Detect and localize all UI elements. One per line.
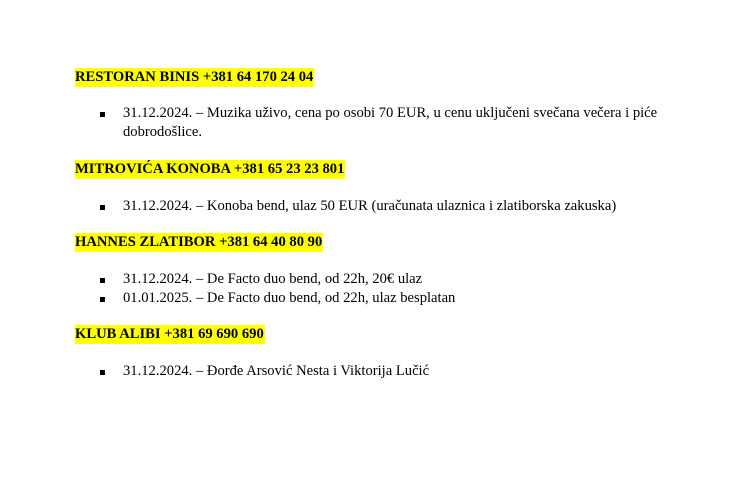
venue-section-hannes-zlatibor bbox=[75, 233, 715, 308]
event-text: 31.12.2024. – De Facto duo bend, od 22h, 20€ ulaz bbox=[123, 271, 423, 287]
venue-heading: KLUB ALIBI +381 69 690 690 bbox=[75, 326, 264, 342]
event-item bbox=[75, 104, 715, 142]
event-item bbox=[75, 270, 715, 289]
event-item bbox=[75, 197, 715, 216]
event-text: 31.12.2024. – Muzika uživo, cena po osobi 70 EUR, u cenu uključeni svečana večera i piće dobrodošlice. bbox=[123, 105, 658, 140]
event-item bbox=[75, 289, 715, 308]
event-text: 01.01.2025. – De Facto duo bend, od 22h, ulaz besplatan bbox=[123, 290, 456, 306]
square-bullet-icon bbox=[100, 112, 105, 117]
venue-heading: RESTORAN BINIS +381 64 170 24 04 bbox=[75, 69, 314, 85]
venue-heading: MITROVIĆA KONOBA +381 65 23 23 801 bbox=[75, 161, 345, 177]
event-list bbox=[75, 197, 715, 216]
square-bullet-icon bbox=[100, 205, 105, 210]
event-text: 31.12.2024. – Konoba bend, ulaz 50 EUR (uračunata ulaznica i zlatiborska zakuska) bbox=[123, 198, 617, 214]
venue-section-klub-alibi bbox=[75, 325, 715, 381]
venue-section-restoran-binis bbox=[75, 68, 715, 142]
event-text: 31.12.2024. – Đorđe Arsović Nesta i Viktorija Lučić bbox=[123, 363, 430, 379]
square-bullet-icon bbox=[100, 278, 105, 283]
event-item bbox=[75, 362, 715, 381]
square-bullet-icon bbox=[100, 370, 105, 375]
event-list bbox=[75, 362, 715, 381]
venue-heading: HANNES ZLATIBOR +381 64 40 80 90 bbox=[75, 234, 323, 250]
square-bullet-icon bbox=[100, 297, 105, 302]
venue-section-mitrovica-konoba bbox=[75, 160, 715, 216]
event-list bbox=[75, 104, 715, 142]
event-list bbox=[75, 270, 715, 308]
